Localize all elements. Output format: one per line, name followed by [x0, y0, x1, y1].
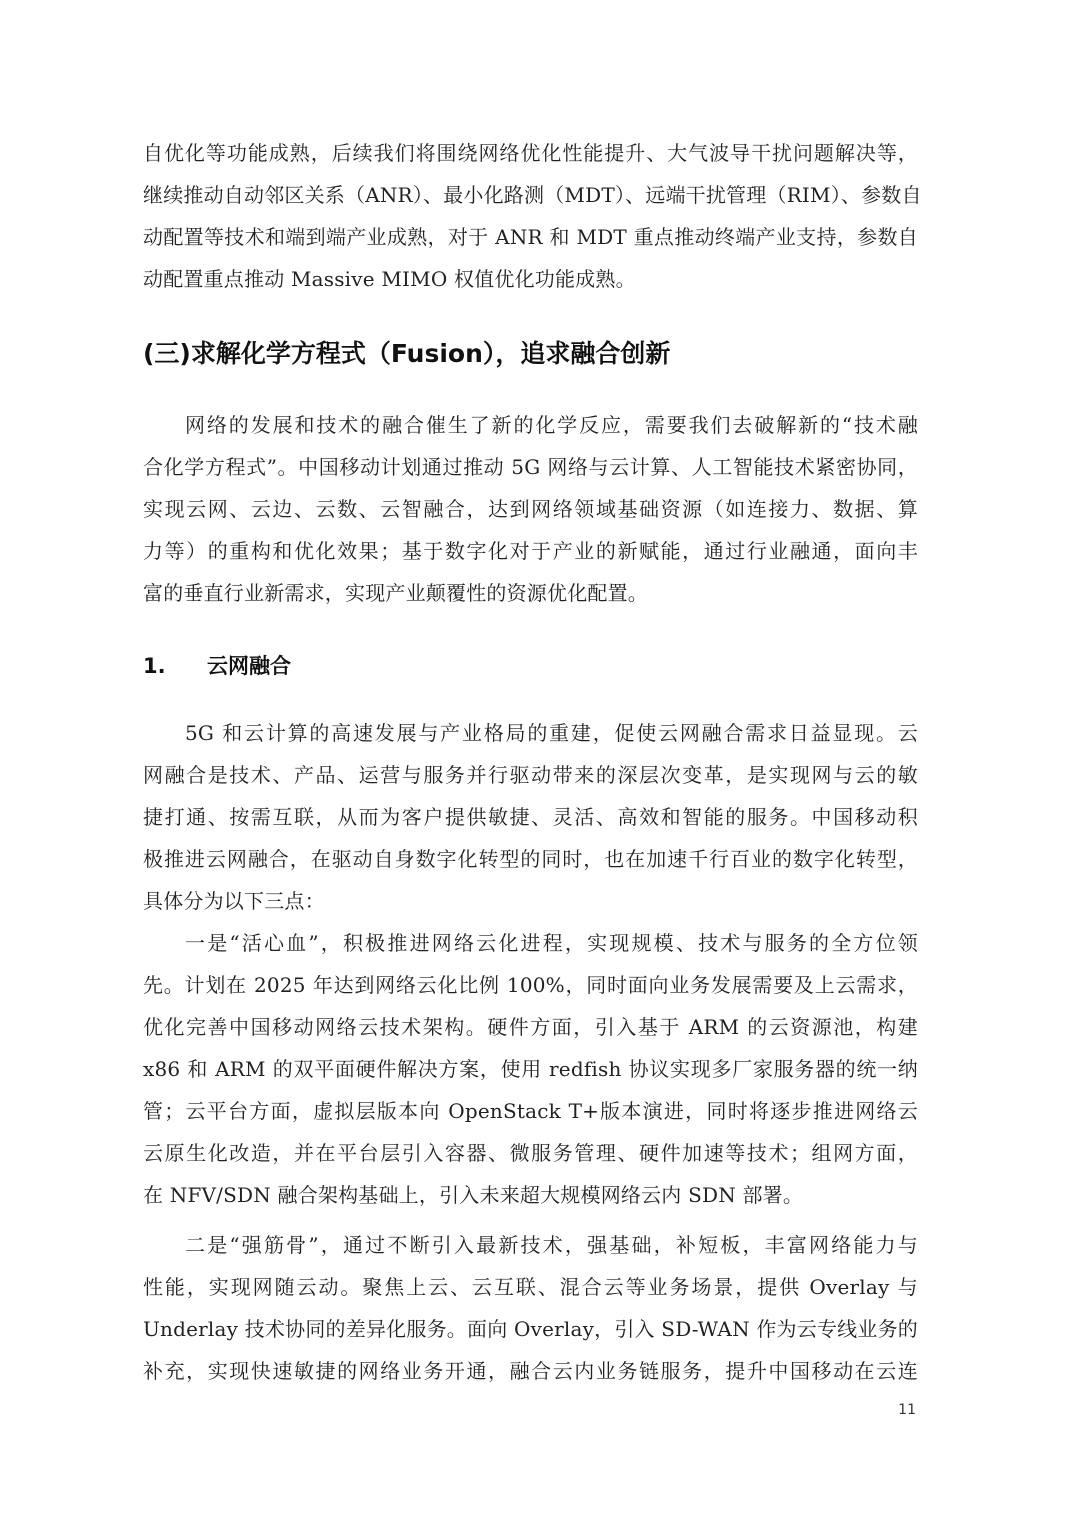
section-heading: (三)求解化学方程式（Fusion），追求融合创新 [143, 339, 671, 368]
text-line: 动配置重点推动 Massive MIMO 权值优化功能成熟。 [143, 267, 636, 291]
subsection-number: 1. [143, 654, 166, 678]
text-line: 力等）的重构和优化效果；基于数字化对于产业的新赋能，通过行业融通，面向丰 [143, 539, 918, 563]
text-line: x86 和 ARM 的双平面硬件解决方案，使用 redfish 协议实现多厂家服务器的统一纳 [143, 1057, 918, 1081]
text-line: 网络的发展和技术的融合催生了新的化学反应，需要我们去破解新的“技术融 [185, 413, 918, 437]
text-line: 捷打通、按需互联，从而为客户提供敏捷、灵活、高效和智能的服务。中国移动积 [143, 805, 918, 829]
text-line: 管；云平台方面，虚拟层版本向 OpenStack T+版本演进，同时将逐步推进网络云 [143, 1099, 918, 1123]
text-line: 优化完善中国移动网络云技术架构。硬件方面，引入基于 ARM 的云资源池，构建 [143, 1015, 918, 1039]
text-line: 在 NFV/SDN 融合架构基础上，引入未来超大规模网络云内 SDN 部署。 [143, 1183, 804, 1207]
text-line: 合化学方程式”。中国移动计划通过推动 5G 网络与云计算、人工智能技术紧密协同， [143, 455, 918, 479]
text-line: 一是“活心血”，积极推进网络云化进程，实现规模、技术与服务的全方位领 [185, 931, 918, 955]
text-line: 极推进云网融合，在驱动自身数字化转型的同时，也在加速千行百业的数字化转型， [143, 847, 918, 871]
text-line: 5G 和云计算的高速发展与产业格局的重建，促使云网融合需求日益显现。云 [185, 721, 918, 745]
text-line: 性能，实现网随云动。聚焦上云、云互联、混合云等业务场景，提供 Overlay 与 [143, 1275, 918, 1299]
subsection-heading [143, 645, 291, 687]
text-line: 二是“强筋骨”，通过不断引入最新技术，强基础，补短板，丰富网络能力与 [185, 1233, 918, 1257]
text-line: 自优化等功能成熟，后续我们将围绕网络优化性能提升、大气波导干扰问题解决等， [143, 141, 918, 165]
text-line: 富的垂直行业新需求，实现产业颠覆性的资源优化配置。 [143, 581, 648, 605]
text-line: 具体分为以下三点： [143, 889, 325, 913]
text-line: 网融合是技术、产品、运营与服务并行驱动带来的深层次变革，是实现网与云的敏 [143, 763, 918, 787]
page-number: 11 [898, 1402, 916, 1418]
text-line: 先。计划在 2025 年达到网络云化比例 100%，同时面向业务发展需要及上云需求， [143, 973, 918, 997]
text-line: 继续推动自动邻区关系（ANR）、最小化路测（MDT）、远端干扰管理（RIM）、参数自 [143, 183, 922, 207]
subsection-title: 云网融合 [207, 654, 291, 678]
text-line: Underlay 技术协同的差异化服务。面向 Overlay，引入 SD-WAN 作为云专线业务的 [143, 1317, 918, 1341]
text-line: 云原生化改造，并在平台层引入容器、微服务管理、硬件加速等技术；组网方面， [143, 1141, 918, 1165]
text-line: 补充，实现快速敏捷的网络业务开通，融合云内业务链服务，提升中国移动在云连 [143, 1359, 918, 1383]
text-line: 动配置等技术和端到端产业成熟，对于 ANR 和 MDT 重点推动终端产业支持，参数自 [143, 225, 918, 249]
text-line: 实现云网、云边、云数、云智融合，达到网络领域基础资源（如连接力、数据、算 [143, 497, 918, 521]
